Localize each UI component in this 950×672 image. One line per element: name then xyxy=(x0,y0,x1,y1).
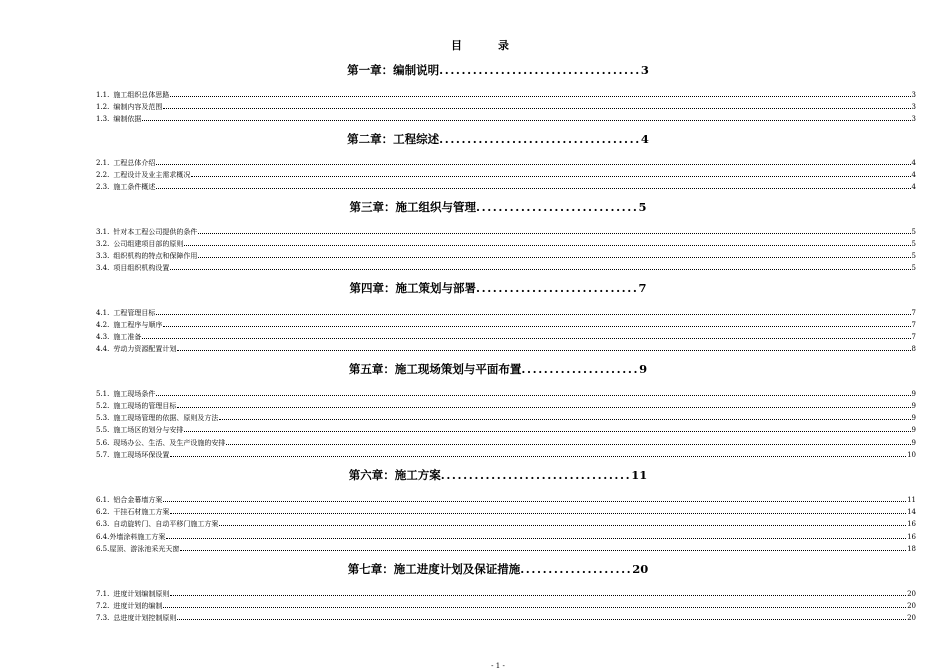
entry-page: 9 xyxy=(911,402,916,410)
entry-number: 4.2. xyxy=(96,321,110,329)
chapter-dots: ..................... xyxy=(521,362,640,376)
entry-text: 自动旋转门、自动平移门施工方案 xyxy=(113,520,219,528)
page-title: 目录 xyxy=(451,39,545,52)
chapter-heading[interactable] xyxy=(0,62,950,78)
toc-entry[interactable] xyxy=(96,399,916,410)
entry-number: 7.1. xyxy=(96,590,110,598)
entry-number: 3.1. xyxy=(96,228,110,236)
entry-number: 5.3. xyxy=(96,414,110,422)
dot-leader xyxy=(198,233,910,234)
entry-number: 6.1. xyxy=(96,496,110,504)
toc-entry[interactable] xyxy=(96,168,916,179)
dot-leader xyxy=(198,257,910,258)
entry-text: 施工现场环保设置 xyxy=(113,451,170,459)
toc-entry[interactable] xyxy=(96,530,916,541)
entry-text: 施工准备 xyxy=(113,333,142,341)
dot-leader xyxy=(142,338,910,339)
entry-number: 1.2. xyxy=(96,103,110,111)
chapter-page: 5 xyxy=(638,200,647,214)
entry-number: 6.3. xyxy=(96,520,110,528)
dot-leader xyxy=(156,314,910,315)
entry-page: 20 xyxy=(907,614,916,622)
toc-entry[interactable] xyxy=(96,517,916,528)
toc-entry[interactable] xyxy=(96,493,916,504)
chapter-heading[interactable] xyxy=(0,361,950,377)
entry-page: 3 xyxy=(911,115,916,123)
chapter-dots: .................................. xyxy=(440,468,632,482)
entry-page: 4 xyxy=(911,183,916,191)
dot-leader xyxy=(170,513,906,514)
toc-entry[interactable] xyxy=(96,436,916,447)
toc-entry[interactable] xyxy=(96,249,916,260)
entry-page: 8 xyxy=(911,345,916,353)
entry-text: 组织机构的特点和保障作用 xyxy=(113,252,198,260)
entry-text: 工程设计及业主需求概况 xyxy=(113,171,191,179)
chapter-title: 第一章：编制说明 xyxy=(347,63,440,77)
chapter-title: 第五章：施工现场策划与平面布置 xyxy=(348,362,522,376)
toc-entry[interactable] xyxy=(96,112,916,123)
chapter-dots: .................... xyxy=(520,562,633,576)
entry-text: 施工现场的管理目标 xyxy=(113,402,177,410)
chapter-title: 第六章：施工方案 xyxy=(348,468,441,482)
entry-number: 5.7. xyxy=(96,451,110,459)
entry-page: 5 xyxy=(911,228,916,236)
entry-number: 6.5. xyxy=(96,545,110,553)
entry-page: 7 xyxy=(911,321,916,329)
dot-leader xyxy=(226,444,910,445)
toc-entry[interactable] xyxy=(96,411,916,422)
dot-leader xyxy=(156,188,910,189)
entry-page: 3 xyxy=(911,91,916,99)
entry-number: 4.1. xyxy=(96,309,110,317)
entry-text: 针对本工程公司提供的条件 xyxy=(113,228,198,236)
dot-leader xyxy=(170,595,906,596)
toc-entry[interactable] xyxy=(96,587,916,598)
dot-leader xyxy=(191,176,910,177)
entry-number: 5.2. xyxy=(96,402,110,410)
toc-entry[interactable] xyxy=(96,156,916,167)
entry-number: 6.4. xyxy=(96,533,110,541)
entry-page: 14 xyxy=(907,508,916,516)
entry-number: 3.2. xyxy=(96,240,110,248)
toc-entry[interactable] xyxy=(96,237,916,248)
entry-text: 施工现场条件 xyxy=(113,390,156,398)
toc-entry[interactable] xyxy=(96,505,916,516)
dot-leader xyxy=(156,164,910,165)
chapter-dots: ............................. xyxy=(475,200,639,214)
entry-page: 16 xyxy=(907,533,916,541)
entry-text: 施工组织总体思路 xyxy=(113,91,170,99)
toc-entry[interactable] xyxy=(96,423,916,434)
toc-entry[interactable] xyxy=(96,611,916,622)
dot-leader xyxy=(170,96,910,97)
toc-entry[interactable] xyxy=(96,225,916,236)
entry-text: 施工条件概述 xyxy=(113,183,156,191)
toc-entry[interactable] xyxy=(96,542,916,553)
chapter-title: 第四章：施工策划与部署 xyxy=(349,281,476,295)
dot-leader xyxy=(180,550,906,551)
chapter-dots: .................................... xyxy=(439,132,641,146)
dot-leader xyxy=(177,407,910,408)
entry-text: 工程管理目标 xyxy=(113,309,156,317)
entry-number: 1.1. xyxy=(96,91,110,99)
entry-text: 外墙涂料施工方案 xyxy=(109,533,166,541)
toc-entry[interactable] xyxy=(96,318,916,329)
entry-number: 7.3. xyxy=(96,614,110,622)
entry-number: 3.3. xyxy=(96,252,110,260)
entry-text: 施工现场管理的依据、原则及方法 xyxy=(113,414,219,422)
entry-number: 1.3. xyxy=(96,115,110,123)
chapter-title: 第三章：施工组织与管理 xyxy=(349,200,476,214)
entry-number: 7.2. xyxy=(96,602,110,610)
entry-page: 11 xyxy=(907,496,916,504)
entry-text: 进度计划的编制 xyxy=(113,602,163,610)
entry-text: 屋顶、游泳池采光天窗 xyxy=(109,545,180,553)
entry-number: 5.6. xyxy=(96,439,110,447)
entry-page: 9 xyxy=(911,426,916,434)
entry-number: 4.3. xyxy=(96,333,110,341)
dot-leader xyxy=(177,350,910,351)
entry-page: 3 xyxy=(911,103,916,111)
chapter-page: 7 xyxy=(638,281,647,295)
dot-leader xyxy=(156,395,910,396)
entry-text: 现场办公、生活、及生产设施的安排 xyxy=(113,439,226,447)
chapter-page: 4 xyxy=(640,132,649,146)
entry-page: 16 xyxy=(907,520,916,528)
toc-entry[interactable] xyxy=(96,387,916,398)
chapter-title: 第七章：施工进度计划及保证措施 xyxy=(347,562,521,576)
dot-leader xyxy=(177,619,906,620)
dot-leader xyxy=(184,431,910,432)
entry-text: 编制内容及范围 xyxy=(113,103,163,111)
entry-text: 施工程序与顺序 xyxy=(113,321,163,329)
toc-entry[interactable] xyxy=(96,306,916,317)
entry-number: 5.1. xyxy=(96,390,110,398)
toc-entry[interactable] xyxy=(96,180,916,191)
entry-text: 工程总体介绍 xyxy=(113,159,156,167)
entry-page: 4 xyxy=(911,171,916,179)
dot-leader xyxy=(170,456,906,457)
chapter-page: 20 xyxy=(632,562,649,576)
dot-leader xyxy=(163,326,910,327)
entry-page: 5 xyxy=(911,252,916,260)
entry-page: 7 xyxy=(911,309,916,317)
toc-entry[interactable] xyxy=(96,448,916,459)
entry-page: 5 xyxy=(911,240,916,248)
chapter-heading[interactable] xyxy=(0,561,950,577)
dot-leader xyxy=(184,245,910,246)
entry-text: 公司组建项目部的原则 xyxy=(113,240,184,248)
toc-entry[interactable] xyxy=(96,330,916,341)
entry-number: 4.4. xyxy=(96,345,110,353)
entry-text: 编制依据 xyxy=(113,115,142,123)
entry-number: 5.5. xyxy=(96,426,110,434)
page-number-footer: - 1 - xyxy=(491,662,505,670)
entry-page: 9 xyxy=(911,390,916,398)
toc-entry[interactable] xyxy=(96,261,916,272)
entry-page: 5 xyxy=(911,264,916,272)
chapter-heading[interactable] xyxy=(0,131,950,147)
dot-leader xyxy=(219,525,906,526)
dot-leader xyxy=(219,419,910,420)
toc-entry[interactable] xyxy=(96,100,916,111)
toc-entry[interactable] xyxy=(96,88,916,99)
dot-leader xyxy=(163,607,906,608)
entry-page: 10 xyxy=(907,451,916,459)
chapter-heading[interactable] xyxy=(0,280,950,296)
entry-page: 20 xyxy=(907,590,916,598)
dot-leader xyxy=(166,538,906,539)
entry-page: 9 xyxy=(911,414,916,422)
entry-text: 施工场区的划分与安排 xyxy=(113,426,184,434)
entry-text: 总进度计划控制原则 xyxy=(113,614,177,622)
dot-leader xyxy=(142,120,910,121)
chapter-heading[interactable] xyxy=(0,199,950,215)
dot-leader xyxy=(163,501,906,502)
chapter-dots: ............................. xyxy=(475,281,639,295)
entry-text: 劳动力资源配置计划 xyxy=(113,345,177,353)
chapter-title: 第二章：工程综述 xyxy=(347,132,440,146)
chapter-page: 11 xyxy=(631,468,648,482)
chapter-heading[interactable] xyxy=(0,467,950,483)
entry-number: 6.2. xyxy=(96,508,110,516)
entry-page: 20 xyxy=(907,602,916,610)
entry-page: 7 xyxy=(911,333,916,341)
entry-text: 铝合金幕墙方案 xyxy=(113,496,163,504)
chapter-dots: .................................... xyxy=(439,63,641,77)
entry-number: 2.1. xyxy=(96,159,110,167)
chapter-page: 9 xyxy=(639,362,648,376)
entry-page: 4 xyxy=(911,159,916,167)
entry-page: 18 xyxy=(907,545,916,553)
entry-page: 9 xyxy=(911,439,916,447)
entry-number: 2.2. xyxy=(96,171,110,179)
chapter-page: 3 xyxy=(640,63,649,77)
entry-text: 干挂石材施工方案 xyxy=(113,508,170,516)
entry-number: 3.4. xyxy=(96,264,110,272)
entry-number: 2.3. xyxy=(96,183,110,191)
toc-entry[interactable] xyxy=(96,599,916,610)
entry-text: 项目组织机构设置 xyxy=(113,264,170,272)
toc-entry[interactable] xyxy=(96,342,916,353)
entry-text: 进度计划编制原则 xyxy=(113,590,170,598)
dot-leader xyxy=(170,269,910,270)
dot-leader xyxy=(163,108,910,109)
